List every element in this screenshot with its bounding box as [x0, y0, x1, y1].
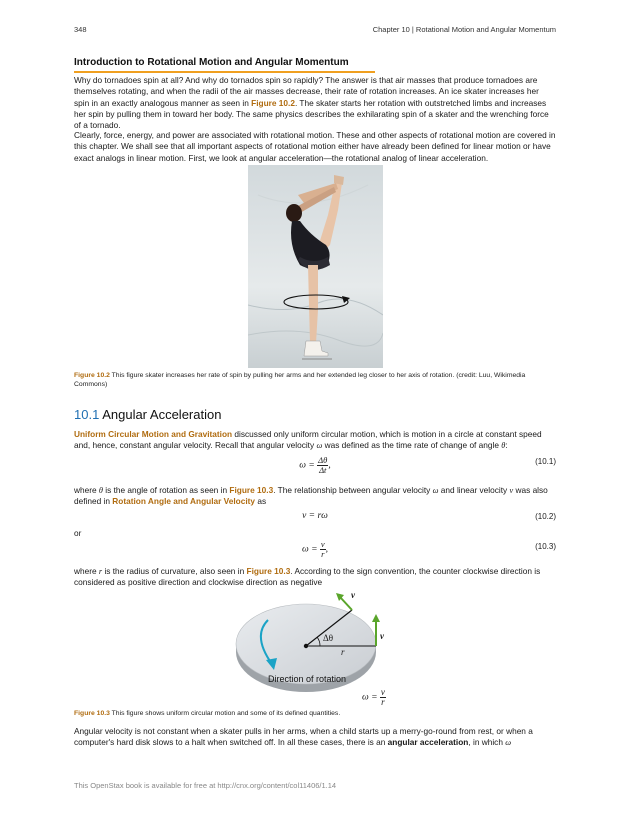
chapter-header: Chapter 10 | Rotational Motion and Angular Momentum: [372, 25, 556, 34]
figure-10-3-link[interactable]: Figure 10.3: [246, 566, 291, 576]
figure-10-2-link[interactable]: Figure 10.2: [251, 97, 295, 108]
velocity-label-top: v: [351, 590, 355, 600]
velocity-label-right: v: [380, 631, 384, 641]
equation-number: (10.1): [535, 457, 556, 466]
figure-10-3-link[interactable]: Figure 10.3: [229, 485, 274, 495]
equation-number: (10.3): [535, 542, 556, 551]
section-paragraph-4: Angular velocity is not constant when a skater pulls in her arms, when a child starts up a merry-go-round from rest, or when a computer's hard disk slows to a halt when switched off. In all these cases, there is an angular acceleration, in which ω: [74, 726, 533, 748]
figure-10-3-caption: Figure 10.3 This figure shows uniform circular motion and some of its defined quantities.: [74, 710, 341, 717]
delta-theta-label: Δθ: [323, 633, 334, 643]
page-number: 348: [74, 25, 87, 34]
section-paragraph-1: Uniform Circular Motion and Gravitation discussed only uniform circular motion, which is motion in a circle at constant speed and, hence, constant angular velocity. Recall that angular velocity ω was defined as the time rate of change of angle θ:: [74, 429, 542, 451]
or-text: or: [74, 528, 82, 538]
skater-photo: [248, 165, 383, 368]
omega-formula: ω = $\frac{v}{r}$: [362, 687, 385, 707]
direction-of-rotation-label: Direction of rotation: [268, 674, 347, 684]
intro-paragraph-2: Clearly, force, energy, and power are associated with rotational motion. These and other aspects of rotational motion are covered in this chapter. We shall see that all important aspects of rotational motion either have already been defined for linear motion or have exact analogs in linear motion. First, we look at angular acceleration—the rotational analog of linear acceleration.: [74, 130, 556, 163]
equation-10-2: v = rω (10.2): [302, 511, 556, 521]
equation-10-1: ω = $\frac{\Delta\theta}{\Delta t}$ , (10.1): [299, 455, 556, 475]
uniform-circular-motion-link[interactable]: Uniform Circular Motion and Gravitation: [74, 429, 233, 439]
page-footer: This OpenStax book is available for free at http://cnx.org/content/col11406/1.14: [74, 781, 337, 790]
section-title: Angular Acceleration: [99, 407, 222, 422]
section-paragraph-2: where θ is the angle of rotation as seen in Figure 10.3. The relationship between angular velocity ω and linear velocity v was also defined in Rotation Angle and Angular Velocity as: [74, 485, 548, 507]
figure-10-2-caption: Figure 10.2 This figure skater increases her rate of spin by pulling her arms and her extended leg closer to her axis of rotation. (credit: Luu, Wikimedia Commons): [74, 372, 526, 388]
radius-label: r: [341, 647, 345, 657]
equation-10-3: ω = $\frac{v}{r}$ , (10.3): [301, 539, 556, 559]
center-point: [304, 644, 308, 648]
equation-number: (10.2): [535, 512, 556, 521]
section-heading: [74, 407, 221, 422]
section-number: 10.1: [74, 407, 100, 422]
rotation-angle-link[interactable]: Rotation Angle and Angular Velocity: [112, 496, 256, 507]
intro-heading: Introduction to Rotational Motion and Angular Momentum: [74, 57, 375, 73]
intro-paragraph-1: Why do tornadoes spin at all? And why do tornados spin so rapidly? The answer is that air masses that produce tornadoes are themselves rotating, and when the radii of the air masses decrease, their rate of rotation increases. An ice skater increases her spin in an exactly analogous manner as seen in Figure 10.2. The skater starts her rotation with outstretched limbs and increases her spin by pulling them in toward her body. The same physics describes the exhilarating spin of a skater and the wrenching force of a tornado.: [74, 75, 549, 131]
section-paragraph-3: where r is the radius of curvature, also seen in Figure 10.3. According to the sign convention, the counter clockwise direction is considered as positive direction and clockwise direction as negative: [74, 566, 541, 588]
